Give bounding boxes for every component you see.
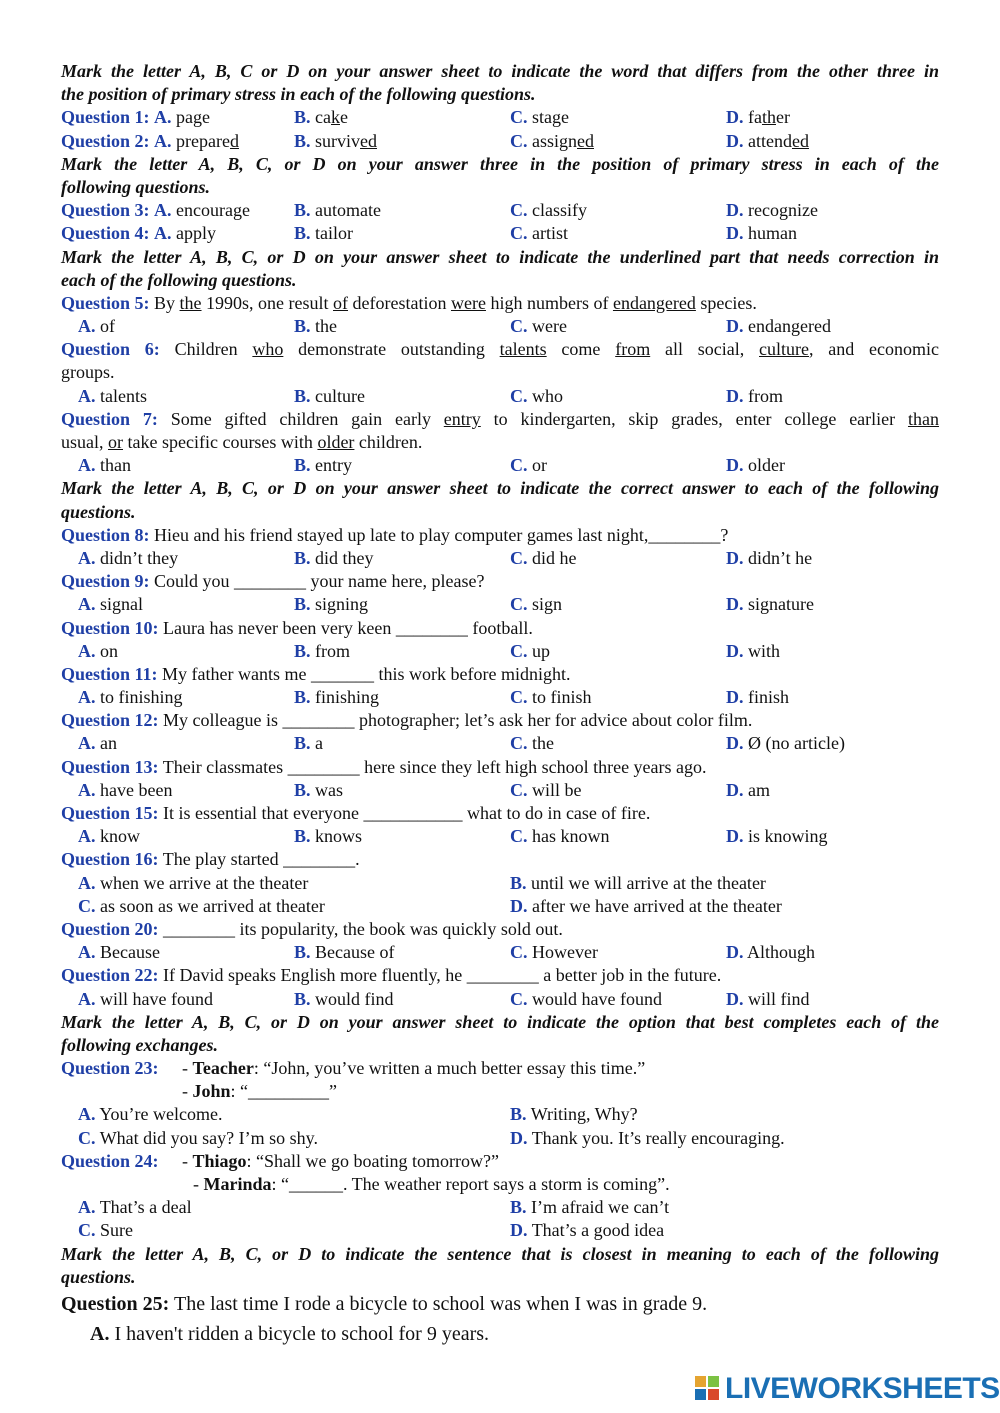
instruction-closest-meaning-cont: questions. [61, 1266, 136, 1287]
worksheet [61, 60, 939, 1349]
question-16-options-cd: C. as soon as we arrived at theater D. after we have arrived at the theater [78, 895, 782, 916]
question-22-stem: Question 22: If David speaks English more fluently, he ________ a better job in the future. [61, 965, 722, 986]
question-23-options-ab: A. You’re welcome. B. Writing, Why? [78, 1104, 638, 1125]
instruction-correct-answer: Mark the letter A, B, C, or D on your answer sheet to indicate the correct answer to each of the following [61, 478, 939, 499]
question-8-stem: Question 8: Hieu and his friend stayed up late to play computer games last night,________? [61, 524, 729, 545]
question-9-stem: Question 9: Could you ________ your name here, please? [61, 571, 485, 592]
question-7-stem: Question 7: Some gifted children gain early entry to kindergarten, skip grades, enter college earlier than [61, 408, 939, 429]
question-16-stem: Question 16: The play started ________. [61, 849, 360, 870]
question-2-options: Question 2: A. prepared B. survived C. assigned D. attended [61, 130, 809, 151]
instruction-stress-1: Mark the letter A, B, C or D on your answer sheet to indicate the word that differs from the other three in [61, 61, 939, 81]
question-13-options: A. have been B. was C. will be D. am [78, 779, 770, 800]
question-7-options: A. than B. entry C. or D. older [78, 455, 785, 476]
question-24-line-1: Question 24: - Thiago: “Shall we go boating tomorrow?” [61, 1150, 499, 1171]
question-6-options: A. talents B. culture C. who D. from [78, 385, 783, 406]
question-25-option-a: A. I haven't ridden a bicycle to school for 9 years. [90, 1322, 490, 1345]
instruction-exchanges-cont: following exchanges. [61, 1034, 219, 1055]
instruction-correct-answer-cont: questions. [61, 501, 136, 522]
question-6-stem-cont: groups. [61, 362, 115, 383]
question-24-line-2: - Marinda: “______. The weather report says a storm is coming”. [193, 1174, 670, 1194]
question-4-options: Question 4: A. apply B. tailor C. artist D. human [61, 223, 797, 244]
liveworksheets-logo [695, 1372, 1000, 1406]
question-16-options-ab: A. when we arrive at the theater B. until we will arrive at the theater [78, 872, 766, 893]
question-25-stem: Question 25: The last time I rode a bicycle to school was when I was in grade 9. [61, 1292, 708, 1315]
question-15-stem: Question 15: It is essential that everyone ___________ what to do in case of fire. [61, 803, 651, 823]
question-11-options: A. to finishing B. finishing C. to finish D. finish [78, 687, 790, 708]
question-10-options: A. on B. from C. up D. with [78, 640, 781, 661]
question-8-options: A. didn’t they B. did they C. did he D. didn’t he [78, 547, 813, 568]
question-24-options-ab: A. That’s a deal B. I’m afraid we can’t [78, 1197, 670, 1218]
question-11-stem: Question 11: My father wants me _______ this work before midnight. [61, 663, 571, 684]
instruction-closest-meaning: Mark the letter A, B, C, or D to indicate the sentence that is closest in meaning to each of the following [61, 1243, 939, 1264]
instruction-stress-1-cont: the position of primary stress in each of the following questions. [61, 84, 536, 105]
question-7-stem-cont: usual, or take specific courses with older children. [61, 432, 423, 452]
instruction-stress-2-cont: following questions. [61, 176, 211, 197]
question-24-options-cd: C. Sure D. That’s a good idea [78, 1220, 665, 1241]
question-12-options: A. an B. a C. the D. Ø (no article) [78, 733, 845, 754]
question-6-stem: Question 6: Children who demonstrate outstanding talents come from all social, culture, and economic [61, 339, 940, 360]
question-3-options: Question 3: A. encourage B. automate C. classify D. recognize [61, 200, 818, 221]
question-12-stem: Question 12: My colleague is ________ photographer; let’s ask her for advice about color film. [61, 710, 753, 731]
logo-text: LIVEWORKSHEETS [725, 1372, 1000, 1405]
question-10-stem: Question 10: Laura has never been very keen ________ football. [61, 617, 533, 638]
question-20-stem: Question 20: ________ its popularity, the book was quickly sold out. [61, 918, 563, 939]
question-23-line-2: - John: “_________” [182, 1081, 338, 1102]
instruction-stress-2: Mark the letter A, B, C, or D on your answer three in the position of primary stress in each of the [61, 153, 939, 174]
question-15-options: A. know B. knows C. has known D. is knowing [78, 826, 828, 847]
question-20-options: A. Because B. Because of C. However D. Although [78, 942, 816, 963]
question-5-stem: Question 5: By the 1990s, one result of deforestation were high numbers of endangered species. [61, 292, 757, 313]
question-23-line-1: Question 23: - Teacher: “John, you’ve written a much better essay this time.” [61, 1058, 646, 1079]
instruction-correction-cont: each of the following questions. [61, 269, 297, 290]
logo-grid-icon [695, 1376, 721, 1402]
instruction-correction: Mark the letter A, B, C, or D on your answer sheet to indicate the underlined part that needs correction in [61, 246, 939, 267]
question-23-options-cd: C. What did you say? I’m so shy. D. Thank you. It’s really encouraging. [78, 1127, 785, 1148]
question-1-options: Question 1: A. page B. cake C. stage D. father [61, 107, 790, 128]
question-13-stem: Question 13: Their classmates ________ here since they left high school three years ago. [61, 756, 707, 777]
question-22-options: A. will have found B. would find C. would have found D. will find [78, 988, 810, 1009]
question-5-options: A. of B. the C. were D. endangered [78, 316, 831, 337]
question-9-options: A. signal B. signing C. sign D. signature [78, 594, 814, 615]
instruction-exchanges: Mark the letter A, B, C, or D on your answer sheet to indicate the option that best completes each of the [61, 1011, 939, 1032]
